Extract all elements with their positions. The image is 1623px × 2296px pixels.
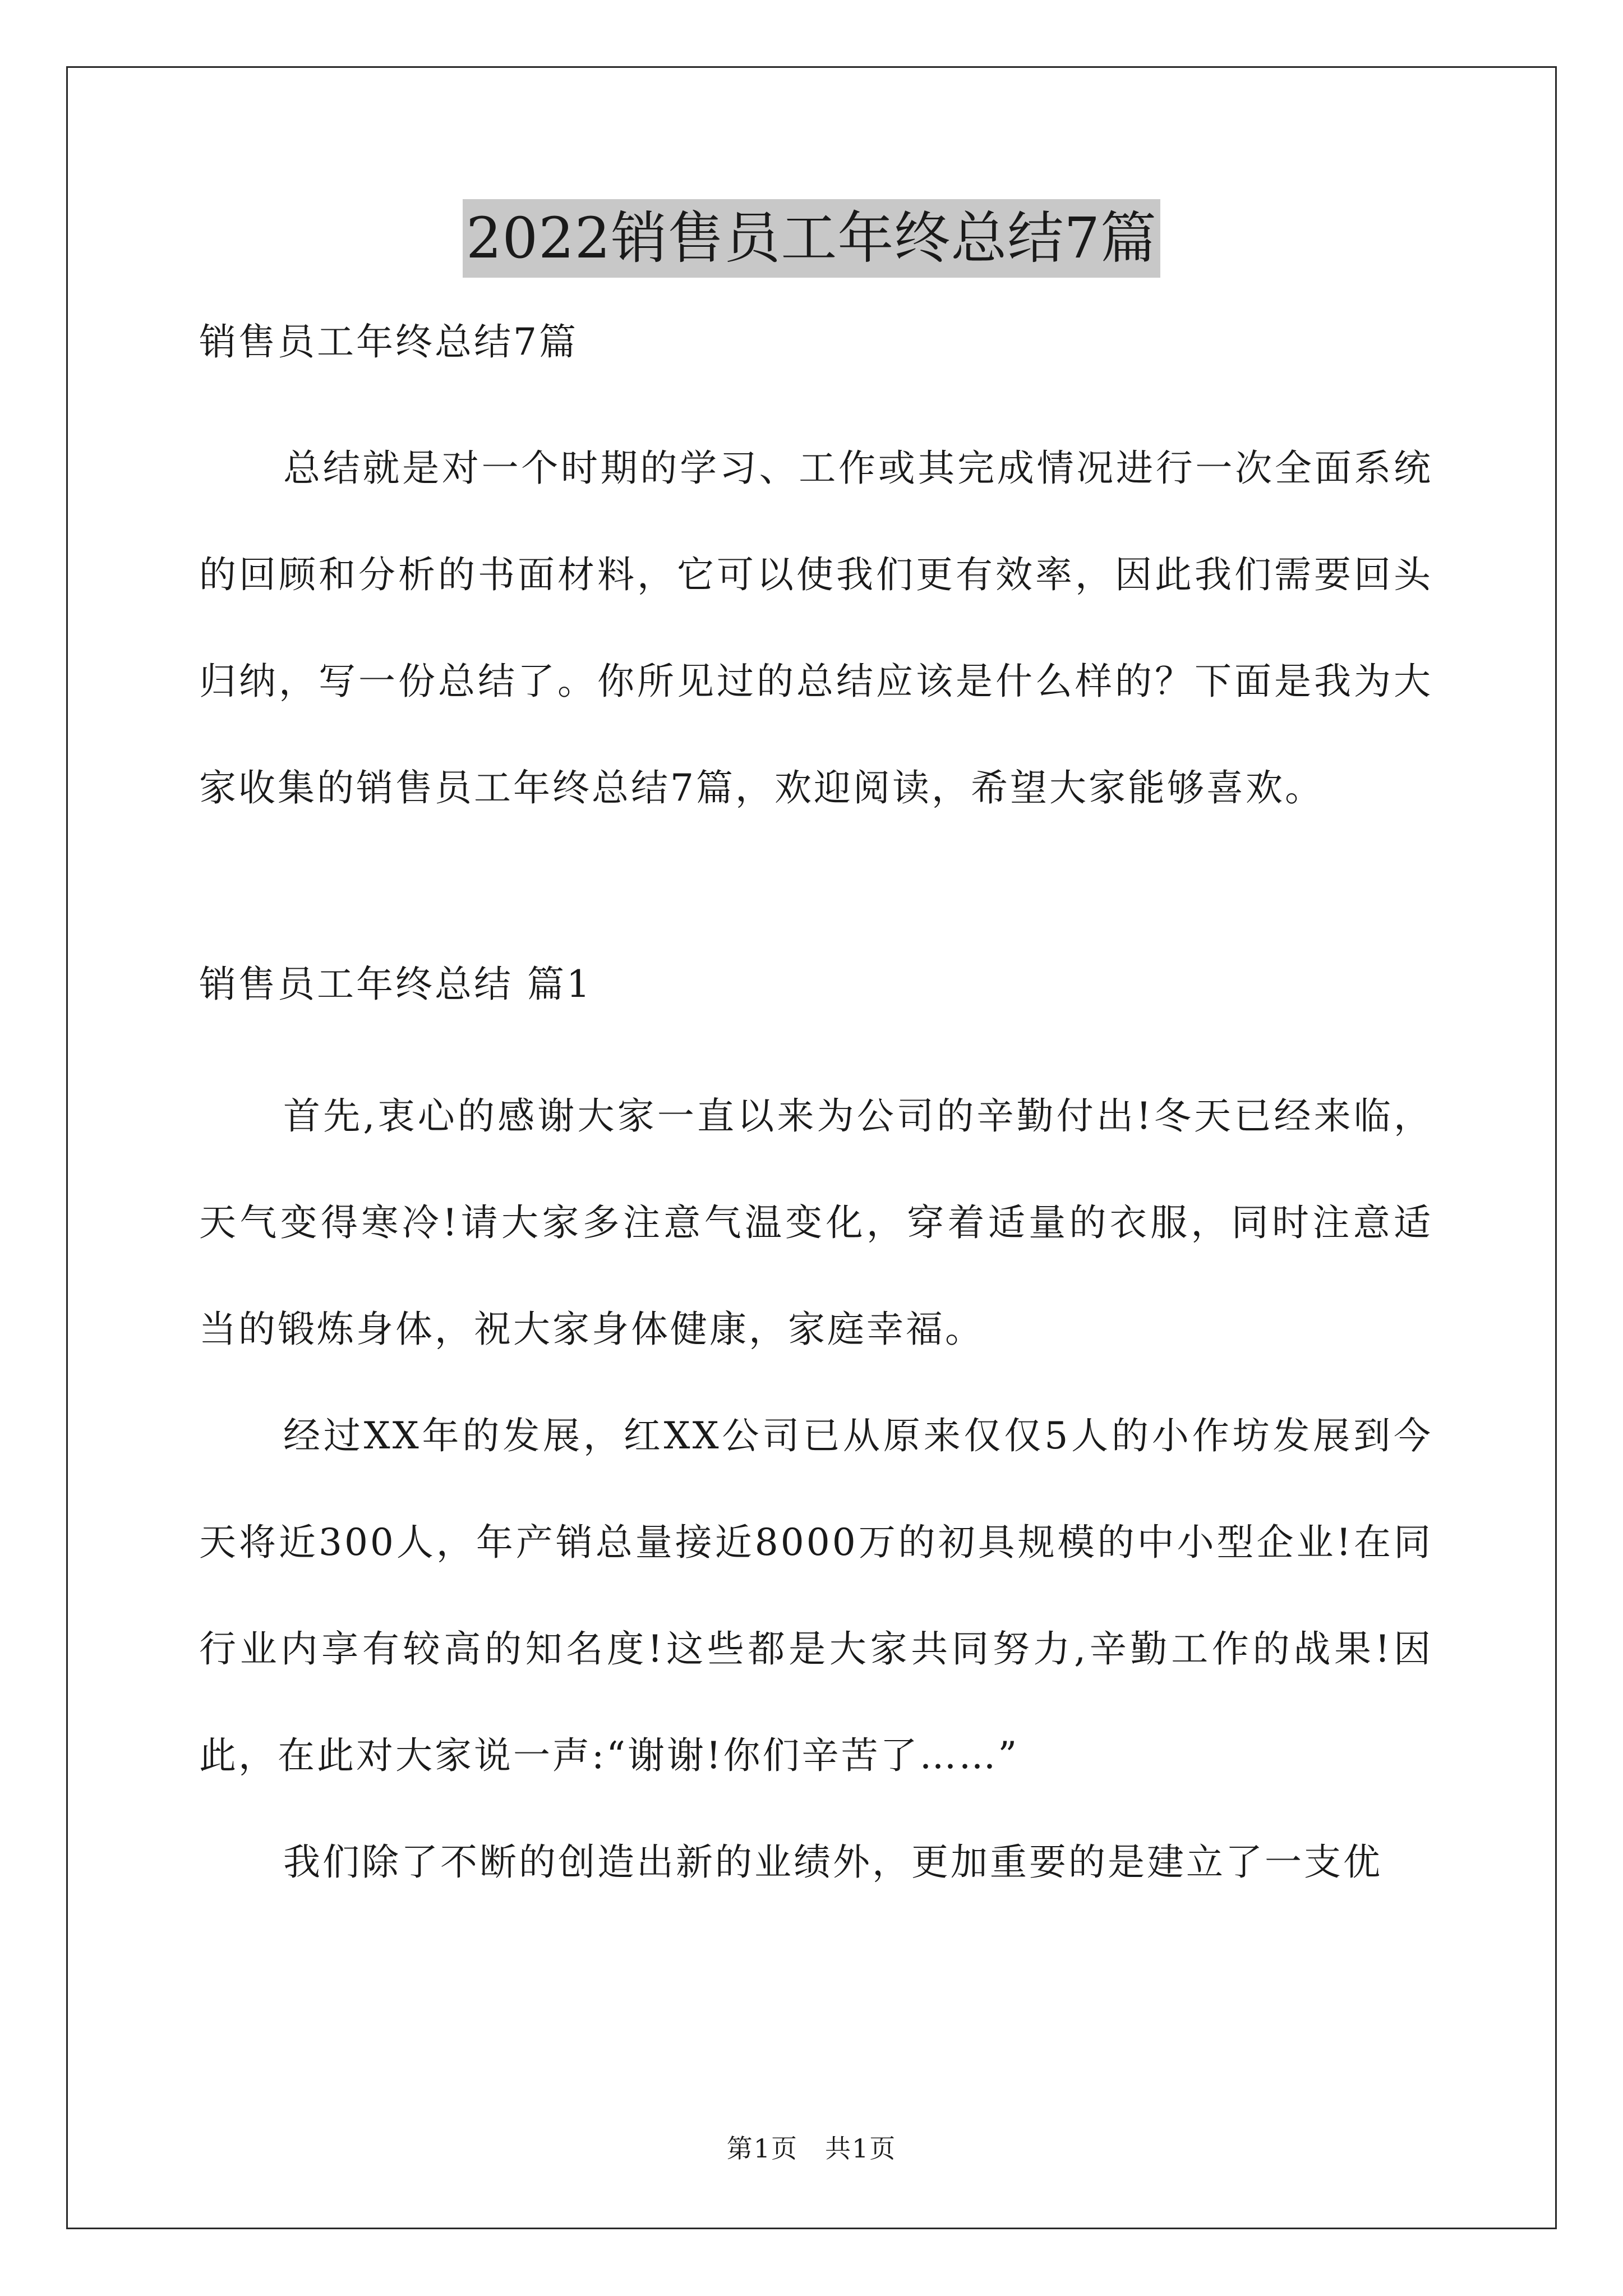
spacer [199, 841, 1433, 956]
document-body [199, 314, 1433, 1916]
body-paragraph: 经过XX年的发展，红XX公司已从原来仅仅5人的小作坊发展到今天将近300人，年产销总量接近8000万的初具规模的中小型企业!在同行业内享有较高的知名度!这些都是大家共同努力,辛勤工作的战果!因此，在此对大家说一声:“谢谢!你们辛苦了……” [199, 1414, 1433, 1777]
spacer [199, 1013, 1433, 1063]
spacer [199, 370, 1433, 415]
document-subtitle: 销售员工年终总结7篇 [199, 320, 578, 364]
page-number: 第1页 共1页 [726, 2133, 897, 2164]
body-paragraph: 首先,衷心的感谢大家一直以来为公司的辛勤付出!冬天已经来临，天气变得寒冷!请大家多注意气温变化，穿着适量的衣服，同时注意适当的锻炼身体，祝大家身体健康，家庭幸福。 [199, 1094, 1433, 1351]
intro-paragraph: 总结就是对一个时期的学习、工作或其完成情况进行一次全面系统的回顾和分析的书面材料，它可以使我们更有效率，因此我们需要回头归纳，写一份总结了。你所见过的总结应该是什么样的？下面是我为大家收集的销售员工年终总结7篇，欢迎阅读，希望大家能够喜欢。 [199, 447, 1433, 809]
section-heading: 销售员工年终总结 篇1 [199, 963, 592, 1006]
document-title: 2022销售员工年终总结7篇 [463, 199, 1160, 278]
title-container [0, 199, 1623, 278]
body-paragraph: 我们除了不断的创造出新的业绩外，更加重要的是建立了一支优 [283, 1841, 1382, 1884]
